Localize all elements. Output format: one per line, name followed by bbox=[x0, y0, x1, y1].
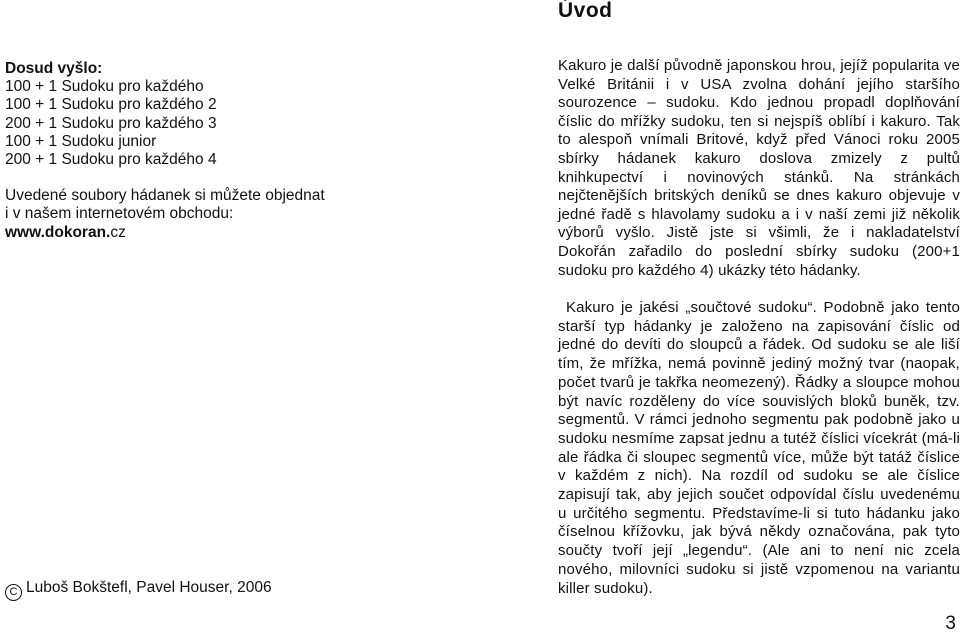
page-number: 3 bbox=[945, 613, 956, 634]
shop-url bbox=[5, 224, 345, 242]
page-title: Úvod bbox=[558, 0, 613, 22]
publications-sidebar bbox=[5, 60, 345, 242]
order-text-line-1: Uvedené soubory hádanek si můžete objednat bbox=[5, 187, 325, 205]
book-item: 200 + 1 Sudoku pro každého 4 bbox=[5, 151, 217, 169]
copyright-icon: C bbox=[5, 584, 22, 601]
body-paragraph: Kakuro je jakési „součtové sudoku“. Podobně jako tento starší typ hádanky je založeno na zapisování číslic od jedné do devíti do sloupců a řádek. Od sudoku se ale liší tím, že mřížka, nemá povinně jediný možný tvar (naopak, počet tvarů je takřka neomezený). Řádky a sloupce mohou být navíc rozděleny do více souvislých bloků buněk, tzv. segmentů. V rámci jednoho segmentu pak podobně jako u sudoku nesmíme zapsat jednu a tutéž číslici vícekrát (má-li ale řádka či sloupec segmentů více, může být tatáž číslice v každém z nich). Na rozdíl od sudoku se ale číslice zapisují tak, aby jejich součet odpovídal číslu uvedenému u určitého segmentu. Představíme-li si tuto hádanku jako číselnou křížovku, jak bývá někdy označována, pak tyto součty tvoří její „legendu“. (Ale ani to není nic zcela nového, milovníci sudoku si jistě vzpomenou na variantu killer sudoku). bbox=[558, 299, 960, 597]
spacer bbox=[5, 169, 345, 187]
book-list bbox=[5, 78, 345, 169]
copyright-text: Luboš Bokštefl, Pavel Houser, 2006 bbox=[26, 579, 272, 596]
book-item: 100 + 1 Sudoku pro každého bbox=[5, 78, 204, 96]
copyright-line bbox=[5, 578, 272, 601]
published-heading: Dosud vyšlo: bbox=[5, 60, 103, 77]
shop-url-tld: cz bbox=[110, 223, 126, 241]
shop-url-domain: www.dokoran. bbox=[5, 223, 111, 241]
intro-paragraph: Kakuro je další původně japonskou hrou, jejíž popularita ve Velké Británii i v USA zvolna dohání jejího staršího sourozence – sudoku. Kdo jednou propadl doplňování číslic do mřížky sudoku, ten si nejspíš oblíbí i kakuro. Tak to alespoň vnímali Britové, když před Vánoci roku 2005 sbírky hádanek kakuro doslova zmizely z pultů knihkupectví i novinových stánků. Na stránkách nejčtenějších britských deníků se dnes kakuro objevuje v jedné řadě s hlavolamy sudoku a i v naší zemi již několik výborů vyšlo. Jistě jste si všimli, že i nakladatelství Dokořán zařadilo do poslední sbírky sudoku (200+1 sudoku pro každého 4) ukázky této hádanky. bbox=[558, 57, 960, 279]
book-item: 100 + 1 Sudoku junior bbox=[5, 132, 157, 150]
book-item: 100 + 1 Sudoku pro každého 2 bbox=[5, 96, 217, 114]
order-text-line-2: i v našem internetovém obchodu: bbox=[5, 205, 234, 223]
book-item: 200 + 1 Sudoku pro každého 3 bbox=[5, 114, 217, 132]
